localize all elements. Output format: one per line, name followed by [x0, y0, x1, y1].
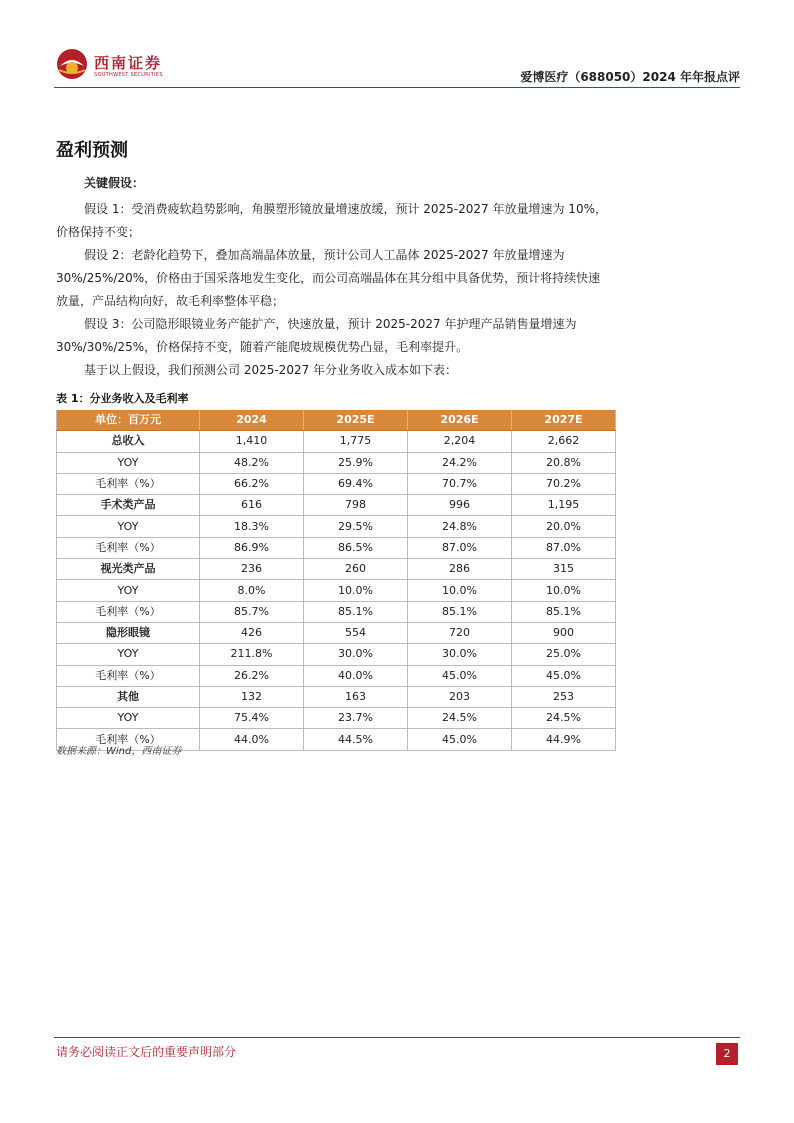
- value-cell: 87.0%: [512, 537, 616, 558]
- table-row: [57, 473, 616, 494]
- value-cell: 85.1%: [512, 601, 616, 622]
- header-cell: 2027E: [512, 410, 616, 431]
- table-row: [57, 686, 616, 707]
- value-cell: 1,775: [304, 431, 408, 452]
- value-cell: 260: [304, 559, 408, 580]
- data-source: 数据来源：Wind，西南证券: [56, 746, 182, 757]
- row-label-cell: YOY: [57, 580, 200, 601]
- value-cell: 20.0%: [512, 516, 616, 537]
- page-header: [54, 44, 740, 88]
- value-cell: 44.0%: [200, 729, 304, 750]
- value-cell: 10.0%: [304, 580, 408, 601]
- table-row: [57, 516, 616, 537]
- value-cell: 554: [304, 622, 408, 643]
- row-label-cell: YOY: [57, 644, 200, 665]
- value-cell: 24.8%: [408, 516, 512, 537]
- table-row: [57, 708, 616, 729]
- logo-emblem-icon: [54, 46, 90, 82]
- value-cell: 25.9%: [304, 452, 408, 473]
- table-row: [57, 622, 616, 643]
- value-cell: 900: [512, 622, 616, 643]
- logo-chinese-name: 西南证券: [94, 54, 163, 72]
- table-row: [57, 601, 616, 622]
- value-cell: 286: [408, 559, 512, 580]
- value-cell: 85.1%: [408, 601, 512, 622]
- value-cell: 163: [304, 686, 408, 707]
- value-cell: 720: [408, 622, 512, 643]
- value-cell: 10.0%: [512, 580, 616, 601]
- value-cell: 616: [200, 495, 304, 516]
- table-row: [57, 431, 616, 452]
- row-label-cell: 毛利率（%）: [57, 537, 200, 558]
- row-label-cell: YOY: [57, 708, 200, 729]
- value-cell: 23.7%: [304, 708, 408, 729]
- footer-divider: [54, 1037, 740, 1038]
- table-row: [57, 644, 616, 665]
- table-row: [57, 559, 616, 580]
- value-cell: 30.0%: [408, 644, 512, 665]
- row-label-cell: YOY: [57, 516, 200, 537]
- logo-english-name: SOUTHWEST SECURITIES: [94, 72, 163, 78]
- value-cell: 24.2%: [408, 452, 512, 473]
- value-cell: 426: [200, 622, 304, 643]
- value-cell: 87.0%: [408, 537, 512, 558]
- value-cell: 20.8%: [512, 452, 616, 473]
- value-cell: 2,204: [408, 431, 512, 452]
- table-body: [57, 431, 616, 750]
- report-title: 爱博医疗（688050）2024 年年报点评: [520, 70, 740, 84]
- row-label-cell: 毛利率（%）: [57, 601, 200, 622]
- value-cell: 211.8%: [200, 644, 304, 665]
- row-label-cell: YOY: [57, 452, 200, 473]
- value-cell: 8.0%: [200, 580, 304, 601]
- row-label-cell: 毛利率（%）: [57, 665, 200, 686]
- value-cell: 44.9%: [512, 729, 616, 750]
- row-label-cell: 手术类产品: [57, 495, 200, 516]
- header-cell: 2026E: [408, 410, 512, 431]
- value-cell: 86.5%: [304, 537, 408, 558]
- value-cell: 203: [408, 686, 512, 707]
- header-cell: 2025E: [304, 410, 408, 431]
- row-label-cell: 毛利率（%）: [57, 729, 200, 750]
- value-cell: 85.7%: [200, 601, 304, 622]
- value-cell: 798: [304, 495, 408, 516]
- value-cell: 45.0%: [408, 729, 512, 750]
- value-cell: 253: [512, 686, 616, 707]
- value-cell: 45.0%: [408, 665, 512, 686]
- value-cell: 75.4%: [200, 708, 304, 729]
- value-cell: 315: [512, 559, 616, 580]
- forecast-basis: 基于以上假设，我们预测公司 2025-2027 年分业务收入成本如下表：: [84, 363, 458, 377]
- revenue-margin-table: [56, 410, 616, 751]
- value-cell: 48.2%: [200, 452, 304, 473]
- value-cell: 132: [200, 686, 304, 707]
- header-divider: [54, 87, 740, 88]
- value-cell: 30.0%: [304, 644, 408, 665]
- value-cell: 10.0%: [408, 580, 512, 601]
- value-cell: 29.5%: [304, 516, 408, 537]
- row-label-cell: 隐形眼镜: [57, 622, 200, 643]
- company-logo: [54, 46, 214, 84]
- value-cell: 66.2%: [200, 473, 304, 494]
- value-cell: 18.3%: [200, 516, 304, 537]
- page-number: 2: [716, 1043, 738, 1065]
- value-cell: 1,410: [200, 431, 304, 452]
- value-cell: 40.0%: [304, 665, 408, 686]
- header-cell: 单位：百万元: [57, 410, 200, 431]
- table-row: [57, 452, 616, 473]
- value-cell: 1,195: [512, 495, 616, 516]
- value-cell: 26.2%: [200, 665, 304, 686]
- section-title: 盈利预测: [56, 140, 128, 161]
- table-row: [57, 495, 616, 516]
- value-cell: 24.5%: [512, 708, 616, 729]
- value-cell: 24.5%: [408, 708, 512, 729]
- value-cell: 86.9%: [200, 537, 304, 558]
- assumption-2: 假设 2：老龄化趋势下，叠加高端晶体放量，预计公司人工晶体 2025-2027 年放量增速为 30%/25%/20%，价格由于国采落地发生变化，而公司高端晶体在其分组中具备优势，预计将持续快速放量，产品结构向好，故毛利率整体平稳；: [56, 248, 601, 308]
- table-row: [57, 537, 616, 558]
- value-cell: 996: [408, 495, 512, 516]
- row-label-cell: 其他: [57, 686, 200, 707]
- footer-disclaimer: 请务必阅读正文后的重要声明部分: [56, 1045, 237, 1059]
- value-cell: 70.2%: [512, 473, 616, 494]
- value-cell: 236: [200, 559, 304, 580]
- value-cell: 45.0%: [512, 665, 616, 686]
- row-label-cell: 毛利率（%）: [57, 473, 200, 494]
- table-row: [57, 665, 616, 686]
- value-cell: 44.5%: [304, 729, 408, 750]
- row-label-cell: 总收入: [57, 431, 200, 452]
- value-cell: 69.4%: [304, 473, 408, 494]
- row-label-cell: 视光类产品: [57, 559, 200, 580]
- assumption-3: 假设 3：公司隐形眼镜业务产能扩产，快速放量，预计 2025-2027 年护理产品销售量增速为 30%/30%/25%，价格保持不变，随着产能爬坡规模优势凸显，毛利率提升。: [56, 317, 577, 354]
- value-cell: 85.1%: [304, 601, 408, 622]
- value-cell: 2,662: [512, 431, 616, 452]
- assumption-1: 假设 1：受消费疲软趋势影响，角膜塑形镜放量增速放缓，预计 2025-2027 年放量增速为 10%，价格保持不变；: [56, 202, 607, 239]
- value-cell: 70.7%: [408, 473, 512, 494]
- table-header-row: [57, 410, 616, 431]
- table-row: [57, 580, 616, 601]
- key-assumptions-heading: 关键假设：: [84, 176, 145, 190]
- header-cell: 2024: [200, 410, 304, 431]
- value-cell: 25.0%: [512, 644, 616, 665]
- table-caption: 表 1：分业务收入及毛利率: [56, 392, 189, 405]
